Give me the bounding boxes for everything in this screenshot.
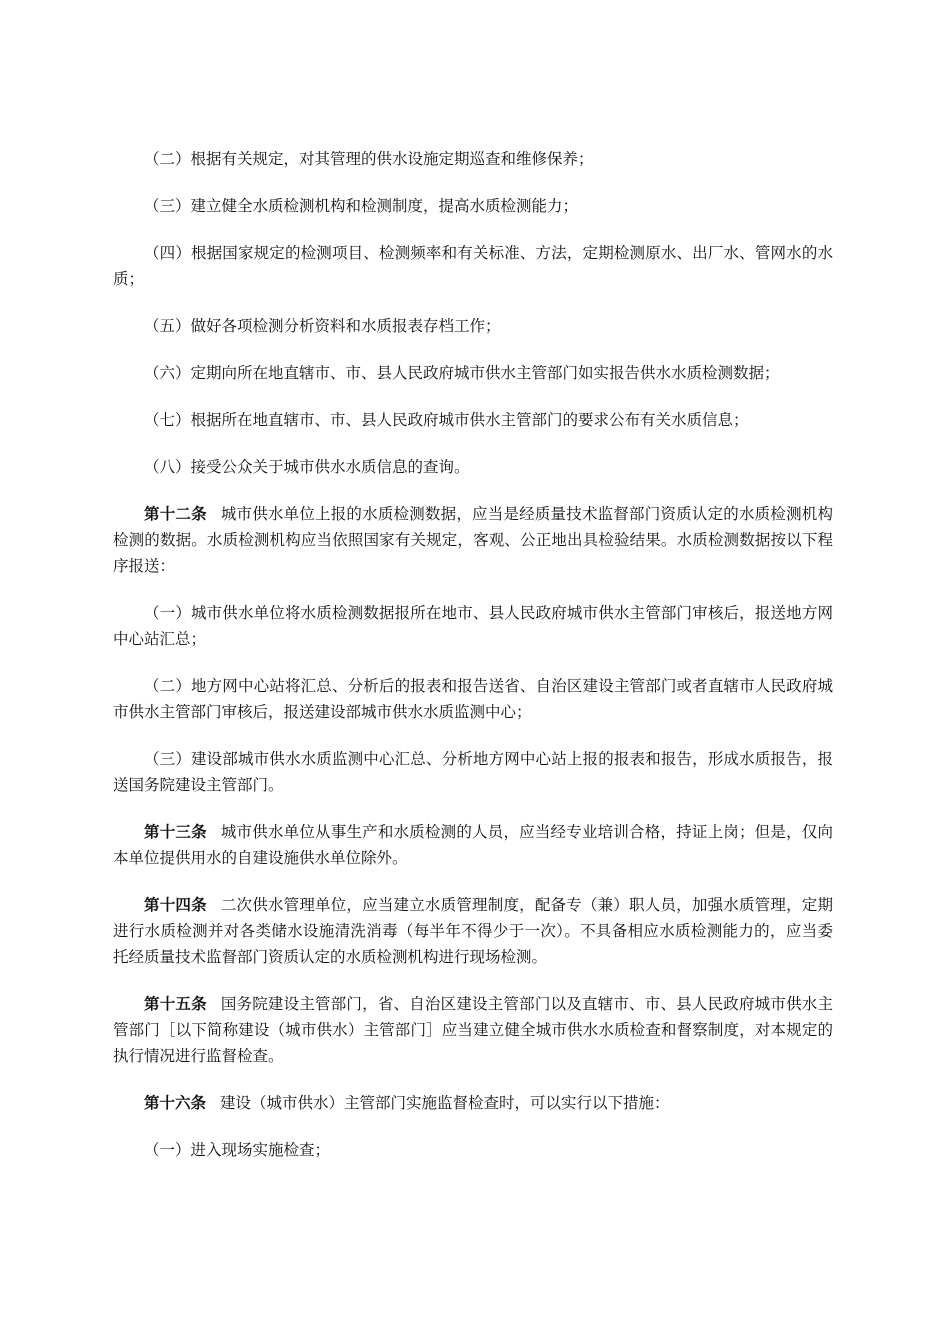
paragraph-text: （八）接受公众关于城市供水水质信息的查询。 [144, 458, 470, 476]
list-item-testing-institution [113, 193, 833, 219]
paragraph-text: 二次供水管理单位，应当建立水质管理制度，配备专（兼）职人员，加强水质管理，定期进行水质检测并对各类储水设施清洗消毒（每半年不得少于一次）。不具备相应水质检测能力的，应当委托经质量技术监督部门资质认定的水质检测机构进行现场检测。 [113, 896, 833, 966]
paragraph-text: 城市供水单位从事生产和水质检测的人员，应当经专业培训合格，持证上岗；但是，仅向本单位提供用水的自建设施供水单位除外。 [113, 823, 833, 867]
paragraph-text: 建设（城市供水）主管部门实施监督检查时，可以实行以下措施： [220, 1094, 670, 1112]
paragraph-text: （四）根据国家规定的检测项目、检测频率和有关标准、方法，定期检测原水、出厂水、管网水的水质； [113, 244, 833, 288]
article-12 [113, 501, 833, 579]
article-number: 第十六条 [144, 1093, 207, 1112]
paragraph-text: 城市供水单位上报的水质检测数据，应当是经质量技术监督部门资质认定的水质检测机构检测的数据。水质检测机构应当依照国家有关规定，客观、公正地出具检验结果。水质检测数据按以下程序报送： [113, 505, 833, 575]
article-number: 第十四条 [144, 895, 207, 914]
paragraph-text: （三）建设部城市供水水质监测中心汇总、分析地方网中心站上报的报表和报告，形成水质报告，报送国务院建设主管部门。 [113, 750, 833, 794]
article-15 [113, 991, 833, 1069]
document-body [113, 146, 833, 1184]
paragraph-text: （一）城市供水单位将水质检测数据报所在地市、县人民政府城市供水主管部门审核后，报送地方网中心站汇总； [113, 604, 833, 648]
paragraph-text: （五）做好各项检测分析资料和水质报表存档工作； [144, 317, 501, 335]
list-item-public-query [113, 454, 833, 480]
article-number: 第十二条 [144, 504, 207, 523]
list-item-report-step-2 [113, 673, 833, 725]
list-item-report-data [113, 360, 833, 386]
list-item-onsite-inspection [113, 1137, 833, 1163]
list-item-inspection-maintenance [113, 146, 833, 172]
list-item-archive [113, 313, 833, 339]
list-item-publish-info [113, 407, 833, 433]
paragraph-text: （一）进入现场实施检查； [144, 1141, 331, 1159]
paragraph-text: （六）定期向所在地直辖市、市、县人民政府城市供水主管部门如实报告供水水质检测数据； [144, 364, 780, 382]
paragraph-text: （三）建立健全水质检测机构和检测制度，提高水质检测能力； [144, 197, 579, 215]
paragraph-text: （七）根据所在地直辖市、市、县人民政府城市供水主管部门的要求公布有关水质信息； [144, 411, 749, 429]
article-number: 第十五条 [144, 994, 207, 1013]
list-item-report-step-1 [113, 600, 833, 652]
article-16 [113, 1090, 833, 1116]
article-13 [113, 819, 833, 871]
paragraph-text: （二）根据有关规定，对其管理的供水设施定期巡查和维修保养； [144, 150, 594, 168]
article-number: 第十三条 [144, 822, 207, 841]
list-item-report-step-3 [113, 746, 833, 798]
list-item-testing-items [113, 240, 833, 292]
paragraph-text: 国务院建设主管部门，省、自治区建设主管部门以及直辖市、市、县人民政府城市供水主管部门［以下简称建设（城市供水）主管部门］应当建立健全城市供水水质检查和督察制度，对本规定的执行情况进行监督检查。 [113, 995, 833, 1065]
paragraph-text: （二）地方网中心站将汇总、分析后的报表和报告送省、自治区建设主管部门或者直辖市人民政府城市供水主管部门审核后，报送建设部城市供水水质监测中心； [113, 677, 833, 721]
article-14 [113, 892, 833, 970]
